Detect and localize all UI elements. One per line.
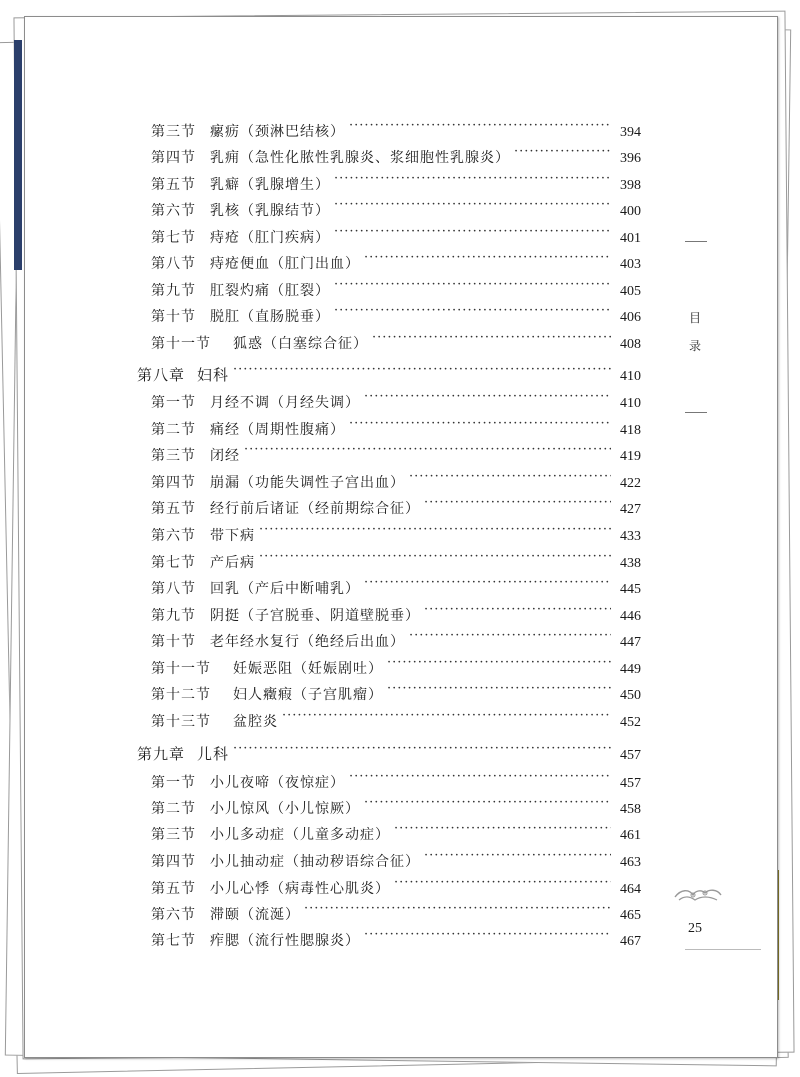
leader-dots <box>424 850 611 866</box>
entry-title: 小儿多动症（儿童多动症） <box>210 827 390 843</box>
leader-dots <box>394 823 611 839</box>
entry-number: 第六节 <box>151 528 196 544</box>
leader-dots <box>244 444 611 460</box>
toc-section-entry <box>151 279 641 300</box>
leader-dots <box>364 391 611 407</box>
toc-section-entry <box>151 199 641 220</box>
entry-page-number: 410 <box>620 369 641 384</box>
leader-dots <box>424 497 611 513</box>
entry-number: 第十节 <box>151 634 196 650</box>
side-tab-rule <box>685 241 707 242</box>
entry-title: 月经不调（月经失调） <box>210 395 360 411</box>
entry-page-number: 464 <box>620 882 641 897</box>
entry-page-number: 465 <box>620 908 641 923</box>
leader-dots <box>409 630 611 646</box>
toc-section-entry <box>151 903 641 924</box>
side-tab-rule <box>685 412 707 413</box>
entry-title: 妇科 <box>197 366 230 384</box>
entry-page-number: 438 <box>620 556 641 571</box>
leader-dots <box>334 199 611 215</box>
entry-title: 瘰疬（颈淋巴结核） <box>210 124 345 140</box>
entry-number: 第五节 <box>151 177 196 193</box>
entry-number: 第四节 <box>151 854 196 870</box>
toc-section-entry <box>151 226 641 247</box>
leader-dots <box>334 305 611 321</box>
entry-number: 第七节 <box>151 933 196 949</box>
entry-title: 产后病 <box>210 555 255 571</box>
book-page <box>24 16 778 1058</box>
toc-section-entry <box>151 332 641 353</box>
entry-title: 脱肛（直肠脱垂） <box>210 309 330 325</box>
toc-section-entry <box>151 771 641 792</box>
cloud-ornament-icon <box>673 885 723 905</box>
entry-number: 第十三节 <box>151 714 211 730</box>
toc-section-entry <box>151 418 641 439</box>
entry-title: 带下病 <box>210 528 255 544</box>
book-spine-edge <box>14 40 22 270</box>
leader-dots <box>334 279 611 295</box>
entry-page-number: 461 <box>620 828 641 843</box>
entry-title: 痔疮（肛门疾病） <box>210 230 330 246</box>
toc-section-entry <box>151 877 641 898</box>
toc-section-entry <box>151 524 641 545</box>
leader-dots <box>424 604 611 620</box>
entry-page-number: 398 <box>620 178 641 193</box>
leader-dots <box>233 743 611 759</box>
entry-page-number: 406 <box>620 310 641 325</box>
entry-number: 第三节 <box>151 124 196 140</box>
toc-section-entry <box>151 929 641 950</box>
entry-number: 第五节 <box>151 501 196 517</box>
entry-number: 第九节 <box>151 608 196 624</box>
entry-number: 第一节 <box>151 395 196 411</box>
entry-number: 第六节 <box>151 907 196 923</box>
leader-dots <box>364 252 611 268</box>
leader-dots <box>304 903 611 919</box>
toc-section-entry <box>151 252 641 273</box>
toc-section-entry <box>151 604 641 625</box>
entry-number: 第十一节 <box>151 661 211 677</box>
leader-dots <box>364 929 611 945</box>
leader-dots <box>514 146 611 162</box>
entry-number: 第七节 <box>151 555 196 571</box>
entry-page-number: 463 <box>620 855 641 870</box>
page-number: 25 <box>688 921 702 936</box>
entry-number: 第八章 <box>137 366 186 384</box>
leader-dots <box>364 577 611 593</box>
entry-title: 肛裂灼痛（肛裂） <box>210 283 330 299</box>
toc-section-entry <box>151 683 641 704</box>
leader-dots <box>364 797 611 813</box>
entry-title: 乳痈（急性化脓性乳腺炎、浆细胞性乳腺炎） <box>210 150 510 166</box>
entry-page-number: 458 <box>620 802 641 817</box>
entry-number: 第二节 <box>151 801 196 817</box>
leader-dots <box>409 471 611 487</box>
entry-page-number: 403 <box>620 257 641 272</box>
entry-title: 痄腮（流行性腮腺炎） <box>210 933 360 949</box>
table-of-contents <box>25 17 777 1057</box>
toc-section-entry <box>151 471 641 492</box>
entry-number: 第十一节 <box>151 336 211 352</box>
entry-number: 第六节 <box>151 203 196 219</box>
entry-page-number: 452 <box>620 715 641 730</box>
entry-title: 痛经（周期性腹痛） <box>210 422 345 438</box>
leader-dots <box>372 332 611 348</box>
entry-title: 回乳（产后中断哺乳） <box>210 581 360 597</box>
toc-section-entry <box>151 710 641 731</box>
toc-section-entry <box>151 551 641 572</box>
entry-page-number: 427 <box>620 502 641 517</box>
side-tab-label: 目 <box>689 311 702 325</box>
entry-title: 痔疮便血（肛门出血） <box>210 256 360 272</box>
toc-section-entry <box>151 630 641 651</box>
entry-page-number: 394 <box>620 125 641 140</box>
entry-title: 乳核（乳腺结节） <box>210 203 330 219</box>
toc-section-entry <box>151 444 641 465</box>
entry-number: 第三节 <box>151 827 196 843</box>
entry-number: 第五节 <box>151 881 196 897</box>
leader-dots <box>349 120 611 136</box>
entry-page-number: 400 <box>620 204 641 219</box>
leader-dots <box>387 683 611 699</box>
toc-section-entry <box>151 391 641 412</box>
entry-number: 第四节 <box>151 150 196 166</box>
entry-number: 第三节 <box>151 448 196 464</box>
entry-page-number: 408 <box>620 337 641 352</box>
leader-dots <box>349 771 611 787</box>
entry-number: 第二节 <box>151 422 196 438</box>
entry-number: 第十二节 <box>151 687 211 703</box>
entry-page-number: 457 <box>620 776 641 791</box>
entry-page-number: 449 <box>620 662 641 677</box>
leader-dots <box>259 524 611 540</box>
toc-section-entry <box>151 577 641 598</box>
entry-page-number: 410 <box>620 396 641 411</box>
entry-number: 第八节 <box>151 581 196 597</box>
toc-section-entry <box>151 823 641 844</box>
entry-page-number: 447 <box>620 635 641 650</box>
leader-dots <box>334 173 611 189</box>
side-tab-label: 录 <box>689 339 702 353</box>
entry-page-number: 418 <box>620 423 641 438</box>
entry-page-number: 446 <box>620 609 641 624</box>
entry-title: 经行前后诸证（经前期综合征） <box>210 501 420 517</box>
entry-title: 小儿惊风（小儿惊厥） <box>210 801 360 817</box>
entry-title: 妊娠恶阻（妊娠剧吐） <box>233 661 383 677</box>
entry-number: 第十节 <box>151 309 196 325</box>
entry-title: 老年经水复行（绝经后出血） <box>210 634 405 650</box>
entry-page-number: 445 <box>620 582 641 597</box>
entry-title: 闭经 <box>210 448 240 464</box>
entry-page-number: 401 <box>620 231 641 246</box>
leader-dots <box>282 710 611 726</box>
folio-rule <box>685 949 761 950</box>
entry-number: 第四节 <box>151 475 196 491</box>
toc-section-entry <box>151 797 641 818</box>
entry-title: 小儿抽动症（抽动秽语综合征） <box>210 854 420 870</box>
entry-page-number: 396 <box>620 151 641 166</box>
entry-title: 滞颐（流涎） <box>210 907 300 923</box>
toc-section-entry <box>151 305 641 326</box>
entry-page-number: 422 <box>620 476 641 491</box>
entry-title: 乳癖（乳腺增生） <box>210 177 330 193</box>
entry-title: 盆腔炎 <box>233 714 278 730</box>
leader-dots <box>259 551 611 567</box>
entry-page-number: 433 <box>620 529 641 544</box>
entry-number: 第九节 <box>151 283 196 299</box>
toc-chapter-entry <box>137 743 641 764</box>
toc-section-entry <box>151 120 641 141</box>
entry-title: 妇人癥瘕（子宫肌瘤） <box>233 687 383 703</box>
toc-section-entry <box>151 173 641 194</box>
leader-dots <box>349 418 611 434</box>
toc-section-entry <box>151 850 641 871</box>
toc-section-entry <box>151 497 641 518</box>
entry-number: 第八节 <box>151 256 196 272</box>
entry-number: 第七节 <box>151 230 196 246</box>
entry-page-number: 450 <box>620 688 641 703</box>
leader-dots <box>387 657 611 673</box>
entry-title: 狐惑（白塞综合征） <box>233 336 368 352</box>
entry-title: 儿科 <box>197 745 230 763</box>
entry-title: 阴挺（子宫脱垂、阴道壁脱垂） <box>210 608 420 624</box>
entry-page-number: 405 <box>620 284 641 299</box>
toc-chapter-entry <box>137 364 641 385</box>
entry-page-number: 467 <box>620 934 641 949</box>
leader-dots <box>233 364 611 380</box>
entry-number: 第一节 <box>151 775 196 791</box>
entry-title: 崩漏（功能失调性子宫出血） <box>210 475 405 491</box>
entry-number: 第九章 <box>137 745 186 763</box>
entry-title: 小儿夜啼（夜惊症） <box>210 775 345 791</box>
leader-dots <box>334 226 611 242</box>
leader-dots <box>394 877 611 893</box>
toc-section-entry <box>151 657 641 678</box>
entry-page-number: 457 <box>620 748 641 763</box>
toc-section-entry <box>151 146 641 167</box>
entry-page-number: 419 <box>620 449 641 464</box>
entry-title: 小儿心悸（病毒性心肌炎） <box>210 881 390 897</box>
